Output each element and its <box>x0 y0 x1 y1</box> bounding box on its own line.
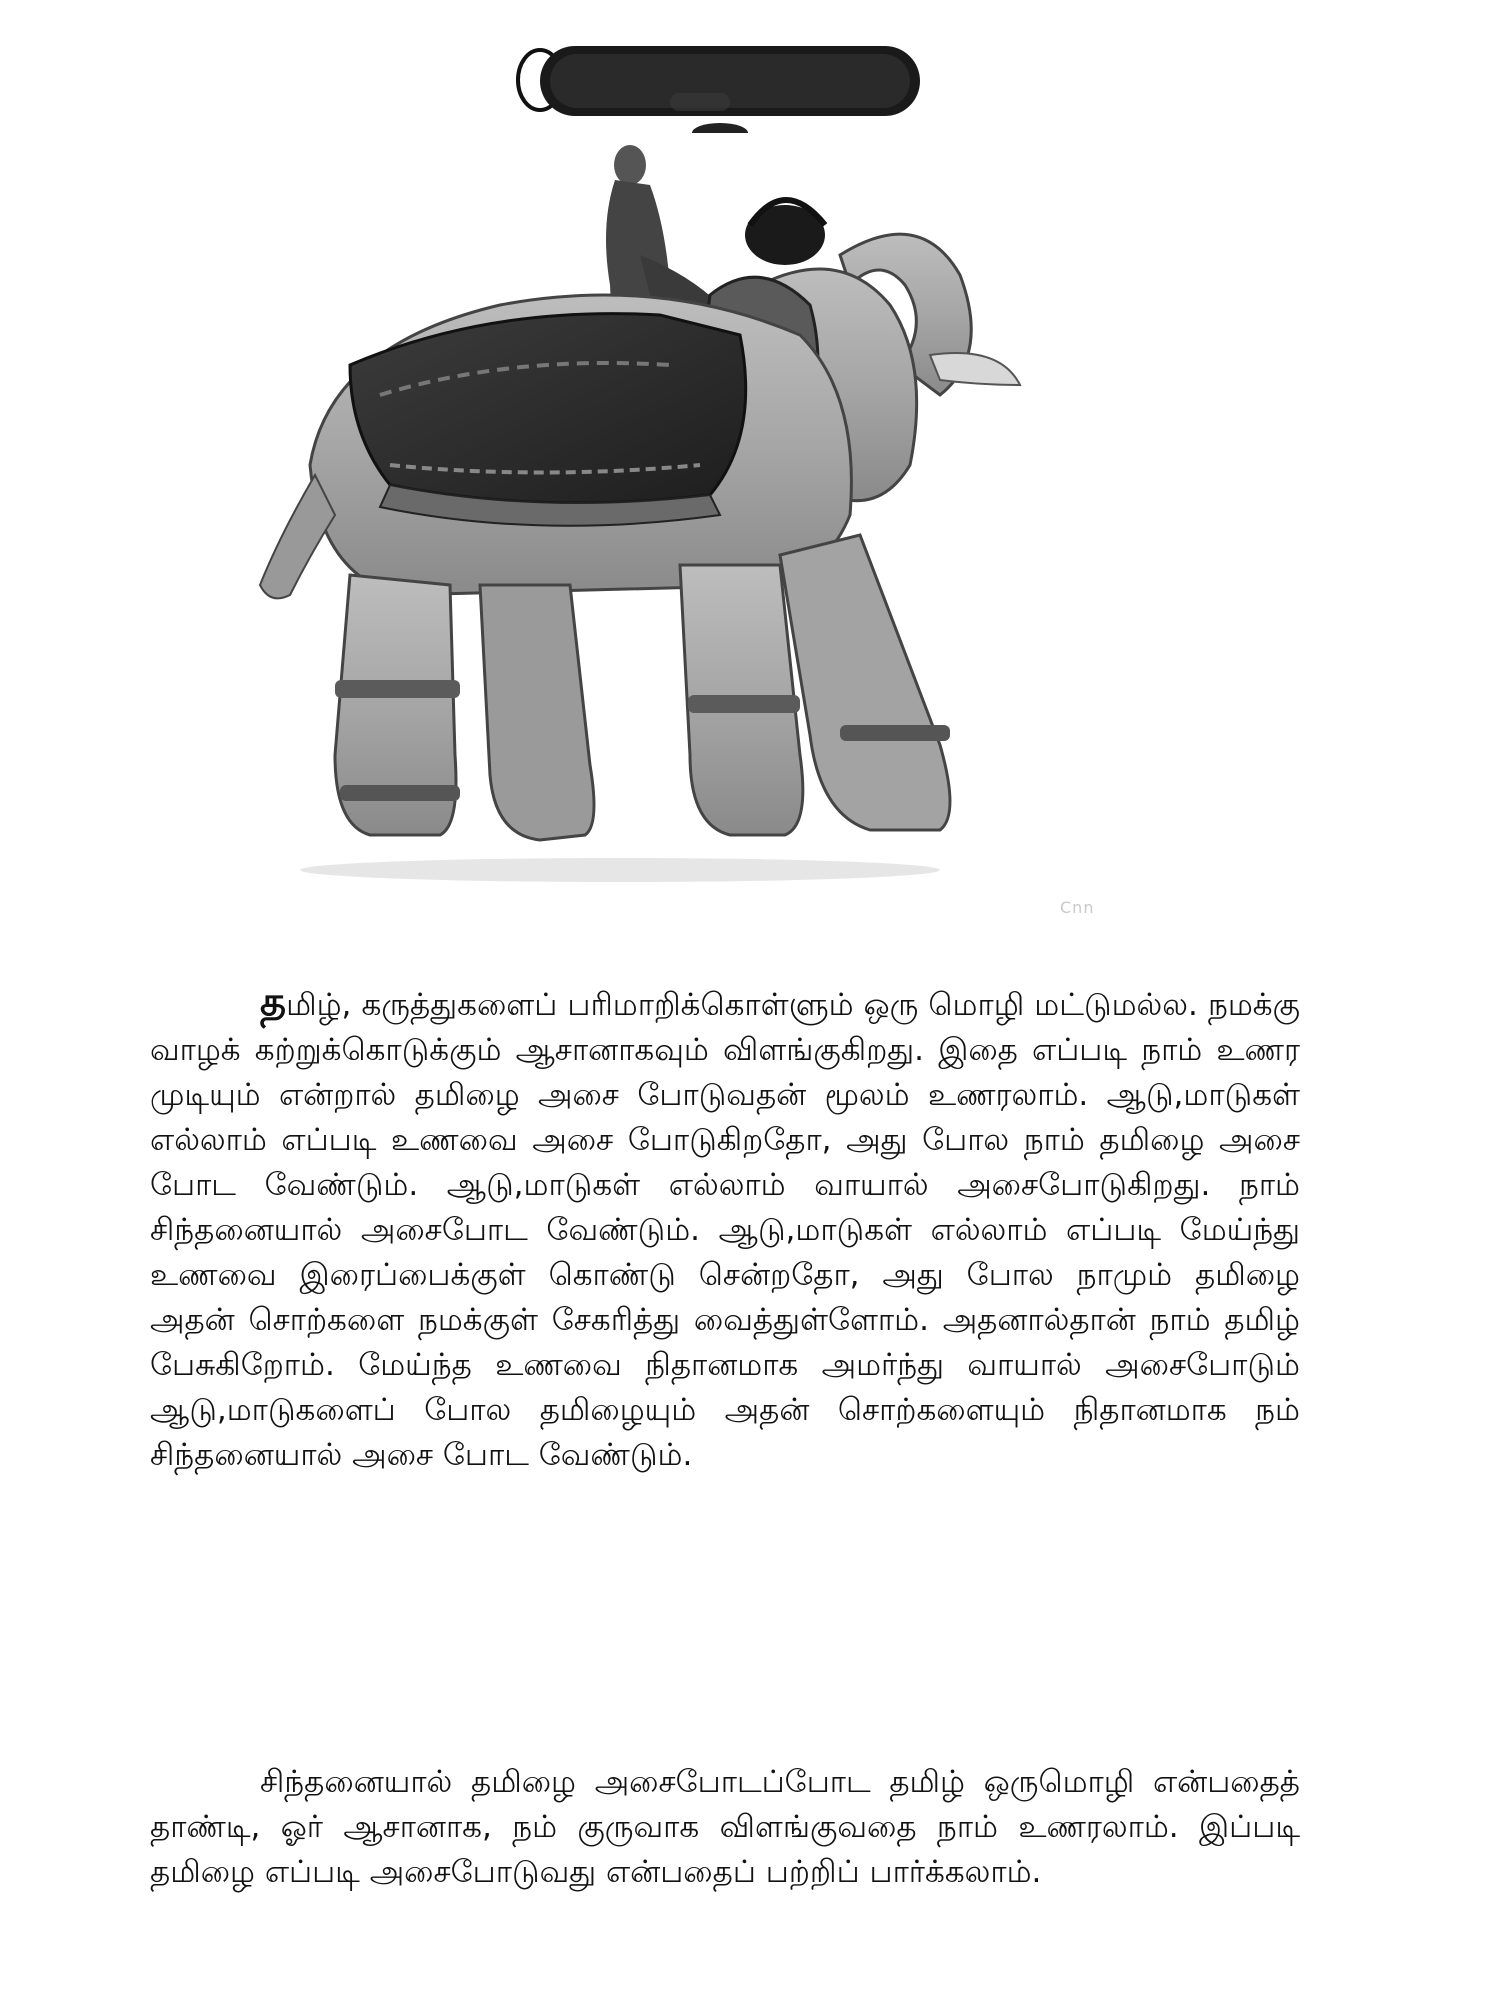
drop-cap: த <box>260 979 287 1025</box>
paragraph-2 <box>150 1760 1300 1895</box>
paragraph-2-text: சிந்தனையால் தமிழை அசைபோடப்போட தமிழ் ஒருமொழி என்பதைத் தாண்டி, ஓர் ஆசானாக, நம் குருவாக விளங்குவதை நாம் உணரலாம். இப்படி தமிழை எப்படி அசைபோடுவது என்பதைப் பற்றிப் பார்க்கலாம். <box>150 1764 1300 1890</box>
image-watermark: Cnn <box>1060 898 1095 917</box>
elephant-statue-image <box>240 135 1180 925</box>
redacted-tag-icon <box>510 38 940 133</box>
paragraph-1 <box>150 980 1300 1478</box>
paragraph-1-text: மிழ், கருத்துகளைப் பரிமாறிக்கொள்ளும் ஒரு மொழி மட்டுமல்ல. நமக்கு வாழக் கற்றுக்கொடுக்கும் ஆசானாகவும் விளங்குகிறது. இதை எப்படி நாம் உணர முடியும் என்றால் தமிழை அசை போடுவதன் மூலம் உணரலாம். ஆடு,மாடுகள் எல்லாம் எப்படி உணவை அசை போடுகிறதோ, அது போல நாம் தமிழை அசை போட வேண்டும். ஆடு,மாடுகள் எல்லாம் வாயால் அசைபோடுகிறது. நாம் சிந்தனையால் அசைபோட வேண்டும். ஆடு,மாடுகள் எல்லாம் எப்படி மேய்ந்து உணவை இரைப்பைக்குள் கொண்டு சென்றதோ, அது போல நாமும் தமிழை அதன் சொற்களை நமக்குள் சேகரித்து வைத்துள்ளோம். அதனால்தான் நாம் தமிழ் பேசுகிறோம். மேய்ந்த உணவை நிதானமாக அமர்ந்து வாயால் அசைபோடும் ஆடு,மாடுகளைப் போல தமிழையும் அதன் சொற்களையும் நிதானமாக நம் சிந்தனையால் அசை போட வேண்டும். <box>150 987 1300 1473</box>
